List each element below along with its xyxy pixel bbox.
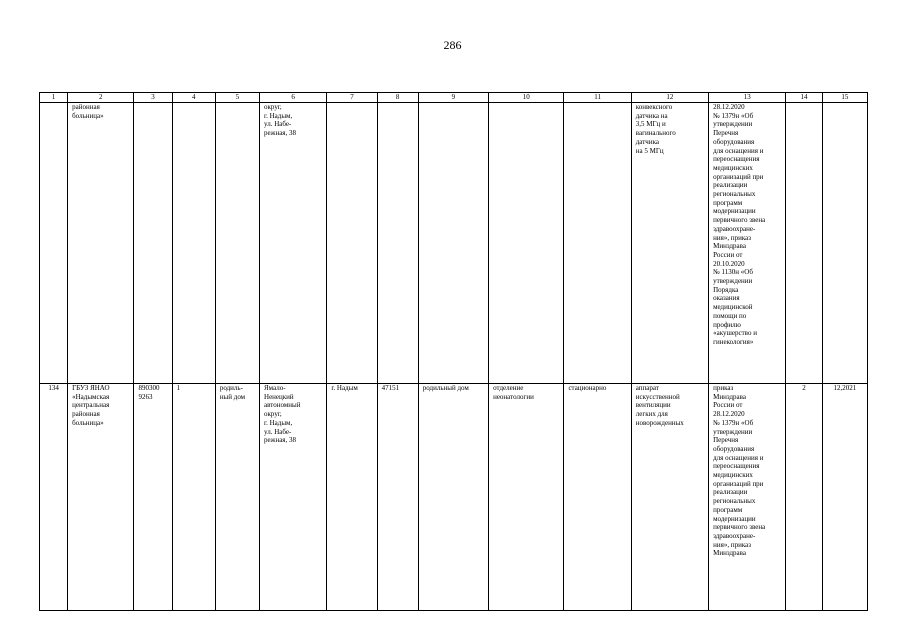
column-header: 8 — [377, 93, 418, 103]
cell-date: 12,2021 — [822, 384, 867, 611]
equipment-table — [39, 92, 868, 611]
column-header: 9 — [418, 93, 488, 103]
cell-code — [377, 103, 418, 384]
cell-department — [489, 103, 564, 384]
column-header: 5 — [215, 93, 259, 103]
table-row — [40, 384, 868, 611]
cell-legal-basis: приказ Минздрава России от 28.12.2020 № 1379н «Об утверждении Перечня оборудования для оснащения и переоснащения медицинских организаций при реализации региональных программ модернизации первичного звена здравоохране- ния», приказ Минздрава — [709, 384, 786, 611]
column-header: 15 — [822, 93, 867, 103]
cell-care-form: стационарно — [564, 384, 631, 611]
cell-department: отделение неонатологии — [489, 384, 564, 611]
table-row — [40, 103, 868, 384]
cell-col-4 — [172, 103, 215, 384]
cell-city — [327, 103, 377, 384]
cell-col-4: 1 — [172, 384, 215, 611]
cell-organization: районная больница» — [68, 103, 134, 384]
cell-quantity — [786, 103, 822, 384]
cell-organization: ГБУЗ ЯНАО «Надымская центральная районная больница» — [68, 384, 134, 611]
column-header: 4 — [172, 93, 215, 103]
column-header: 14 — [786, 93, 822, 103]
column-header: 1 — [40, 93, 68, 103]
cell-code: 47151 — [377, 384, 418, 611]
column-header: 6 — [260, 93, 327, 103]
cell-facility-type — [215, 103, 259, 384]
cell-legal-basis: 28.12.2020 № 1379н «Об утверждении Перечня оборудования для оснащения и переоснащения медицинских организаций при реализации региональных программ модернизации первичного звена здравоохране- ния», приказ Минздрава России от 20.10.2020 № 1130н «Об утверждении Порядка оказания медицинской помощи по профилю «акушерство и гинекология» — [709, 103, 786, 384]
cell-facility-type: родиль- ный дом — [215, 384, 259, 611]
cell-unit — [418, 103, 488, 384]
cell-unit: родильный дом — [418, 384, 488, 611]
cell-equipment: аппарат искусственной вентиляции легких для новорожденных — [631, 384, 708, 611]
cell-row-number: 134 — [40, 384, 68, 611]
page-number: 286 — [443, 38, 462, 52]
cell-row-number — [40, 103, 68, 384]
column-number-row — [40, 93, 868, 103]
cell-city: г. Надым — [327, 384, 377, 611]
column-header: 13 — [709, 93, 786, 103]
cell-address: округ, г. Надым, ул. Набе- режная, 38 — [260, 103, 327, 384]
cell-care-form — [564, 103, 631, 384]
column-header: 7 — [327, 93, 377, 103]
cell-address: Ямало- Ненецкий автономный округ, г. Надым, ул. Набе- режная, 38 — [260, 384, 327, 611]
column-header: 11 — [564, 93, 631, 103]
column-header: 12 — [631, 93, 708, 103]
cell-date — [822, 103, 867, 384]
cell-inn: 890300 9263 — [134, 384, 172, 611]
cell-quantity: 2 — [786, 384, 822, 611]
cell-equipment: конвексного датчика на 3,5 МГц и вагинального датчика на 5 МГц — [631, 103, 708, 384]
column-header: 10 — [489, 93, 564, 103]
column-header: 3 — [134, 93, 172, 103]
cell-inn — [134, 103, 172, 384]
column-header: 2 — [68, 93, 134, 103]
